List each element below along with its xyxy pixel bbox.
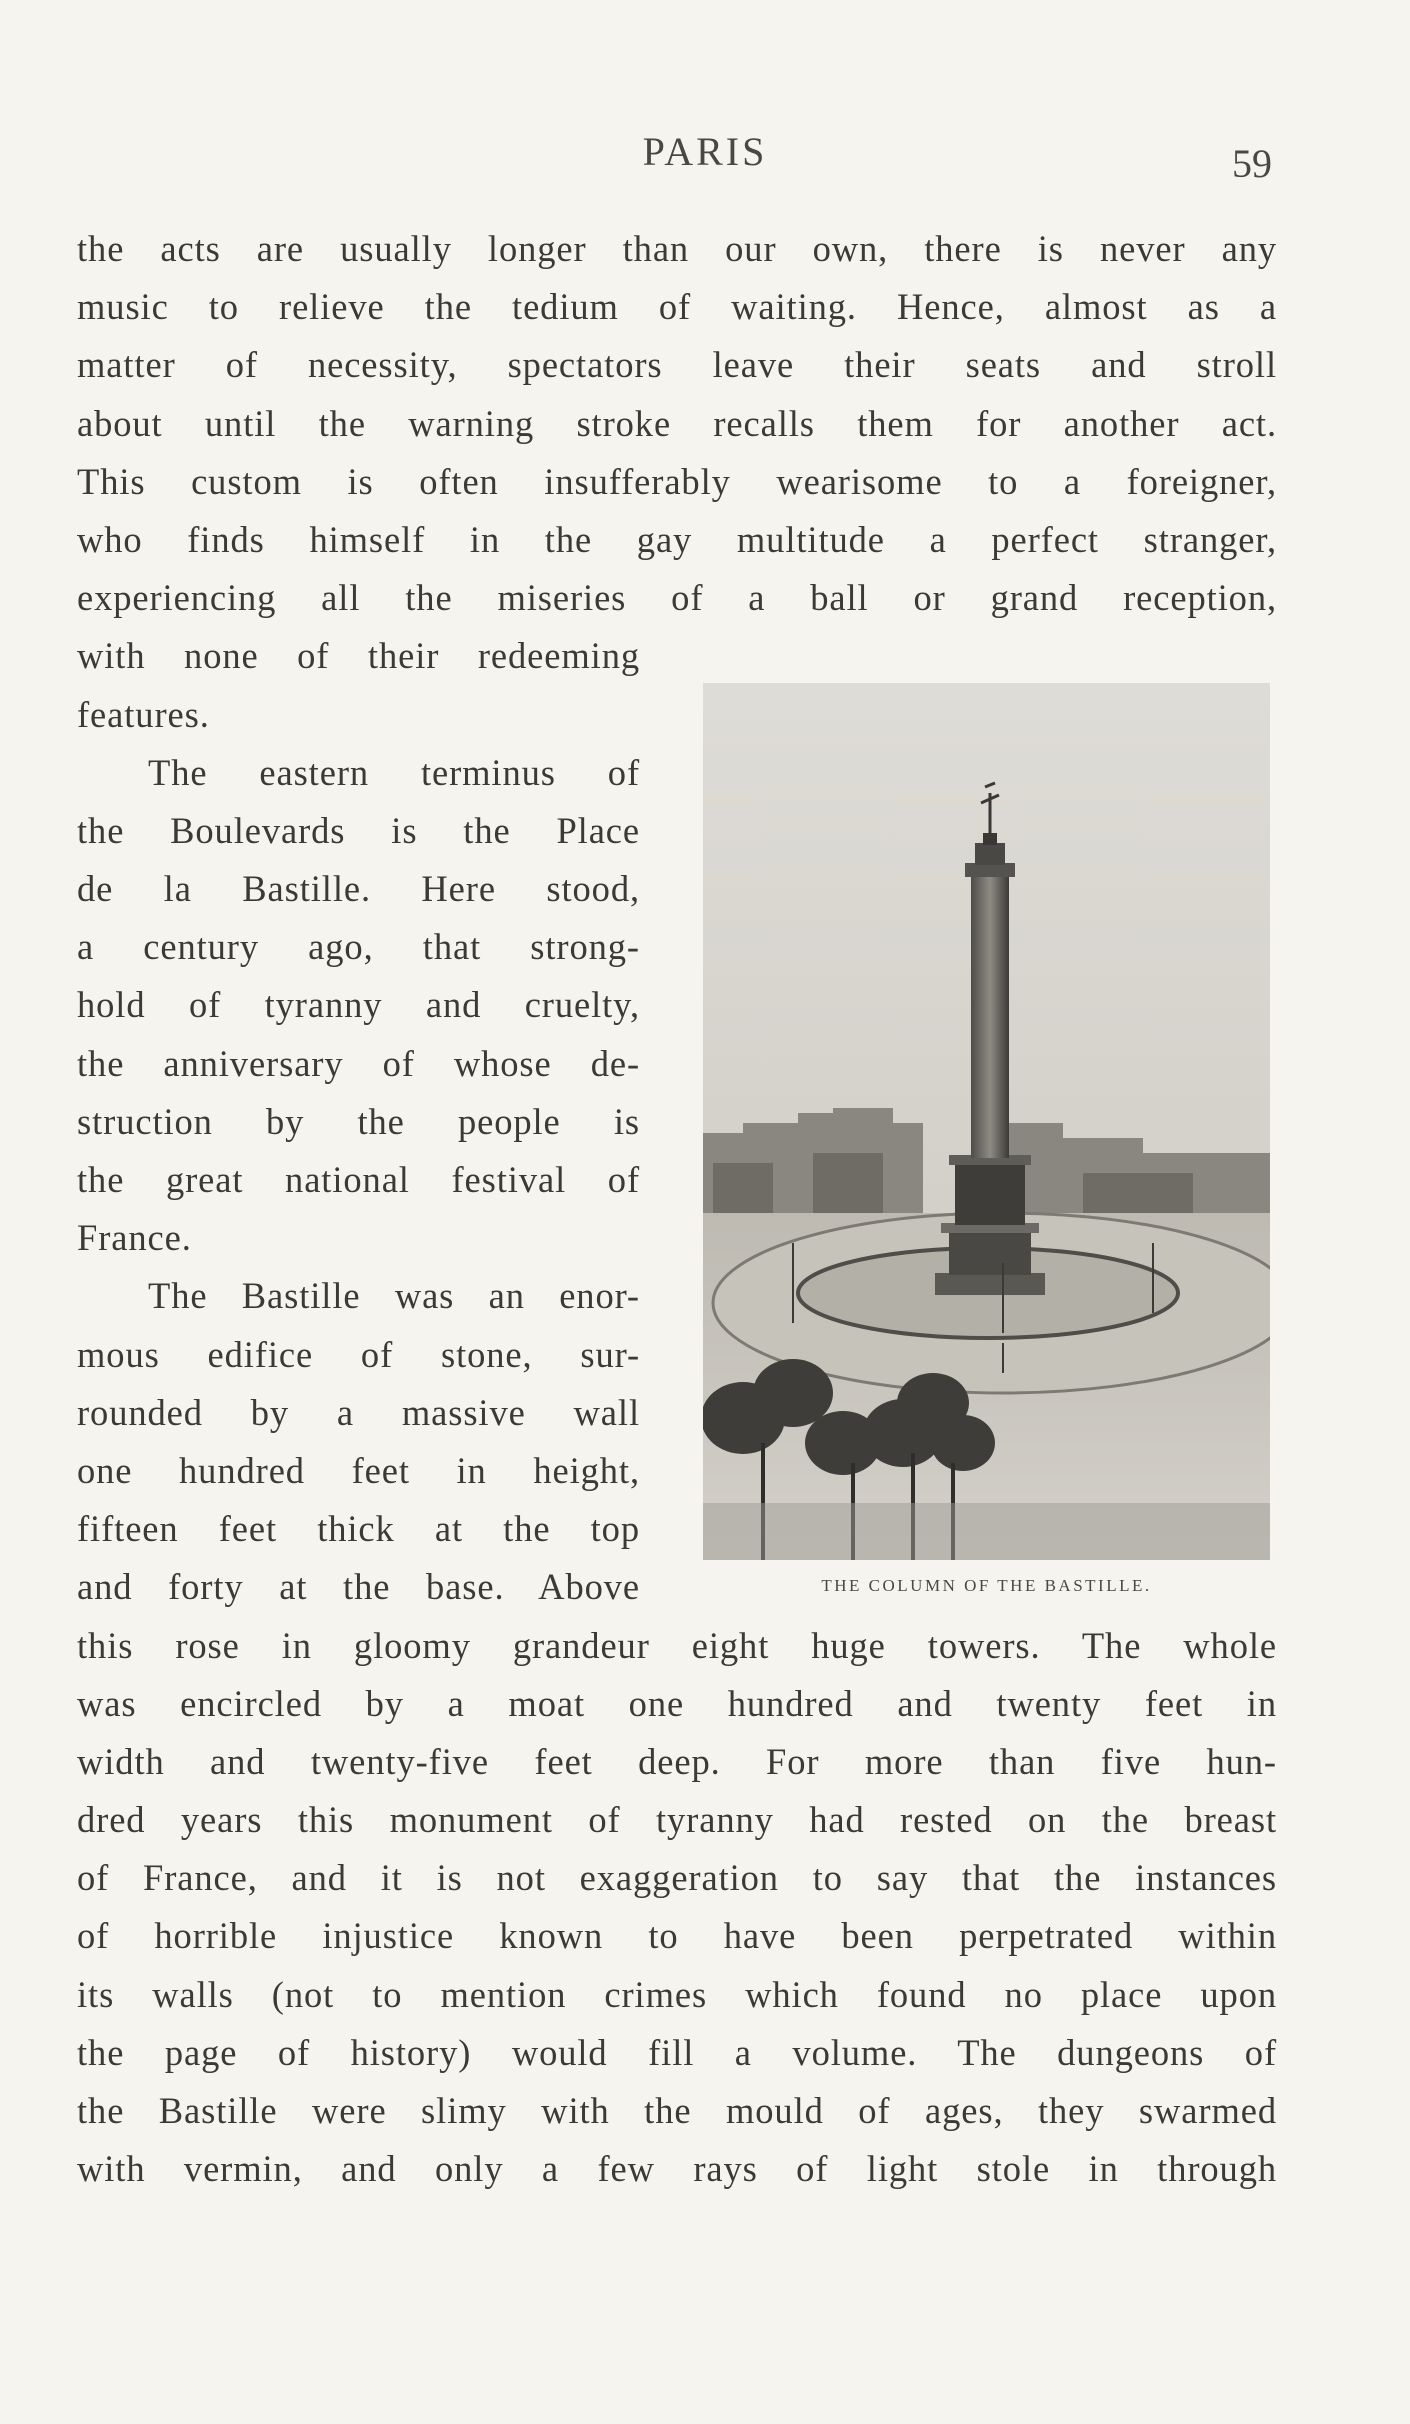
text-line: the great national festival of <box>77 1159 640 1200</box>
running-head: PARIS <box>642 129 768 174</box>
text-line: music to relieve the tedium of waiting. Hence, almost as a <box>77 286 1277 328</box>
page-number: 59 <box>1232 141 1272 186</box>
text-line: The Bastille was an enor- <box>148 1275 640 1317</box>
text-line: matter of necessity, spectators leave their seats and stroll <box>77 344 1277 386</box>
text-line: features. <box>77 693 210 735</box>
text-line: the Boulevards is the Place <box>77 809 640 851</box>
text-line: was encircled by a moat one hundred and twenty feet in <box>77 1682 1277 1724</box>
text-line: about until the warning stroke recalls them for another act. <box>77 402 1277 444</box>
text-line: France. <box>77 1217 192 1259</box>
text-line: struction by the people is <box>77 1100 640 1142</box>
text-line: de la Bastille. Here stood, <box>77 868 640 910</box>
text-line: with vermin, and only a few rays of light stole in through <box>77 2148 1277 2190</box>
text-line: of horrible injustice known to have been perpetrated within <box>77 1915 1277 1957</box>
text-line: experiencing all the miseries of a ball or grand reception, <box>77 577 1277 619</box>
text-line: of France, and it is not exaggeration to say that the instances <box>77 1857 1277 1899</box>
text-line: width and twenty-five feet deep. For more than five hun- <box>77 1740 1277 1782</box>
text-line: the acts are usually longer than our own, there is never any <box>77 228 1277 269</box>
text-line: the page of history) would fill a volume. The dungeons of <box>77 2031 1277 2073</box>
text-line: who finds himself in the gay multitude a perfect stranger, <box>77 518 1277 560</box>
bastille-column-photo <box>703 683 1270 1560</box>
text-line: one hundred feet in height, <box>77 1449 640 1491</box>
text-line: This custom is often insufferably wearisome to a foreigner, <box>77 460 1277 502</box>
text-line: rounded by a massive wall <box>77 1391 640 1433</box>
text-line: this rose in gloomy grandeur eight huge towers. The whole <box>77 1624 1277 1666</box>
text-line: dred years this monument of tyranny had rested on the breast <box>77 1799 1277 1841</box>
text-line: The eastern terminus of <box>148 751 640 793</box>
text-line: a century ago, that strong- <box>77 926 640 968</box>
text-line: hold of tyranny and cruelty, <box>77 984 640 1026</box>
text-line: fifteen feet thick at the top <box>77 1508 640 1550</box>
text-line: with none of their redeeming <box>77 635 640 677</box>
text-line: the anniversary of whose de- <box>77 1042 640 1084</box>
text-line: and forty at the base. Above <box>77 1566 640 1608</box>
text-line: its walls (not to mention crimes which found no place upon <box>77 1973 1277 2015</box>
text-line: the Bastille were slimy with the mould of ages, they swarmed <box>77 2090 1277 2131</box>
figure-caption: THE COLUMN OF THE BASTILLE. <box>821 1576 1152 1595</box>
text-line: mous edifice of stone, sur- <box>77 1333 640 1375</box>
